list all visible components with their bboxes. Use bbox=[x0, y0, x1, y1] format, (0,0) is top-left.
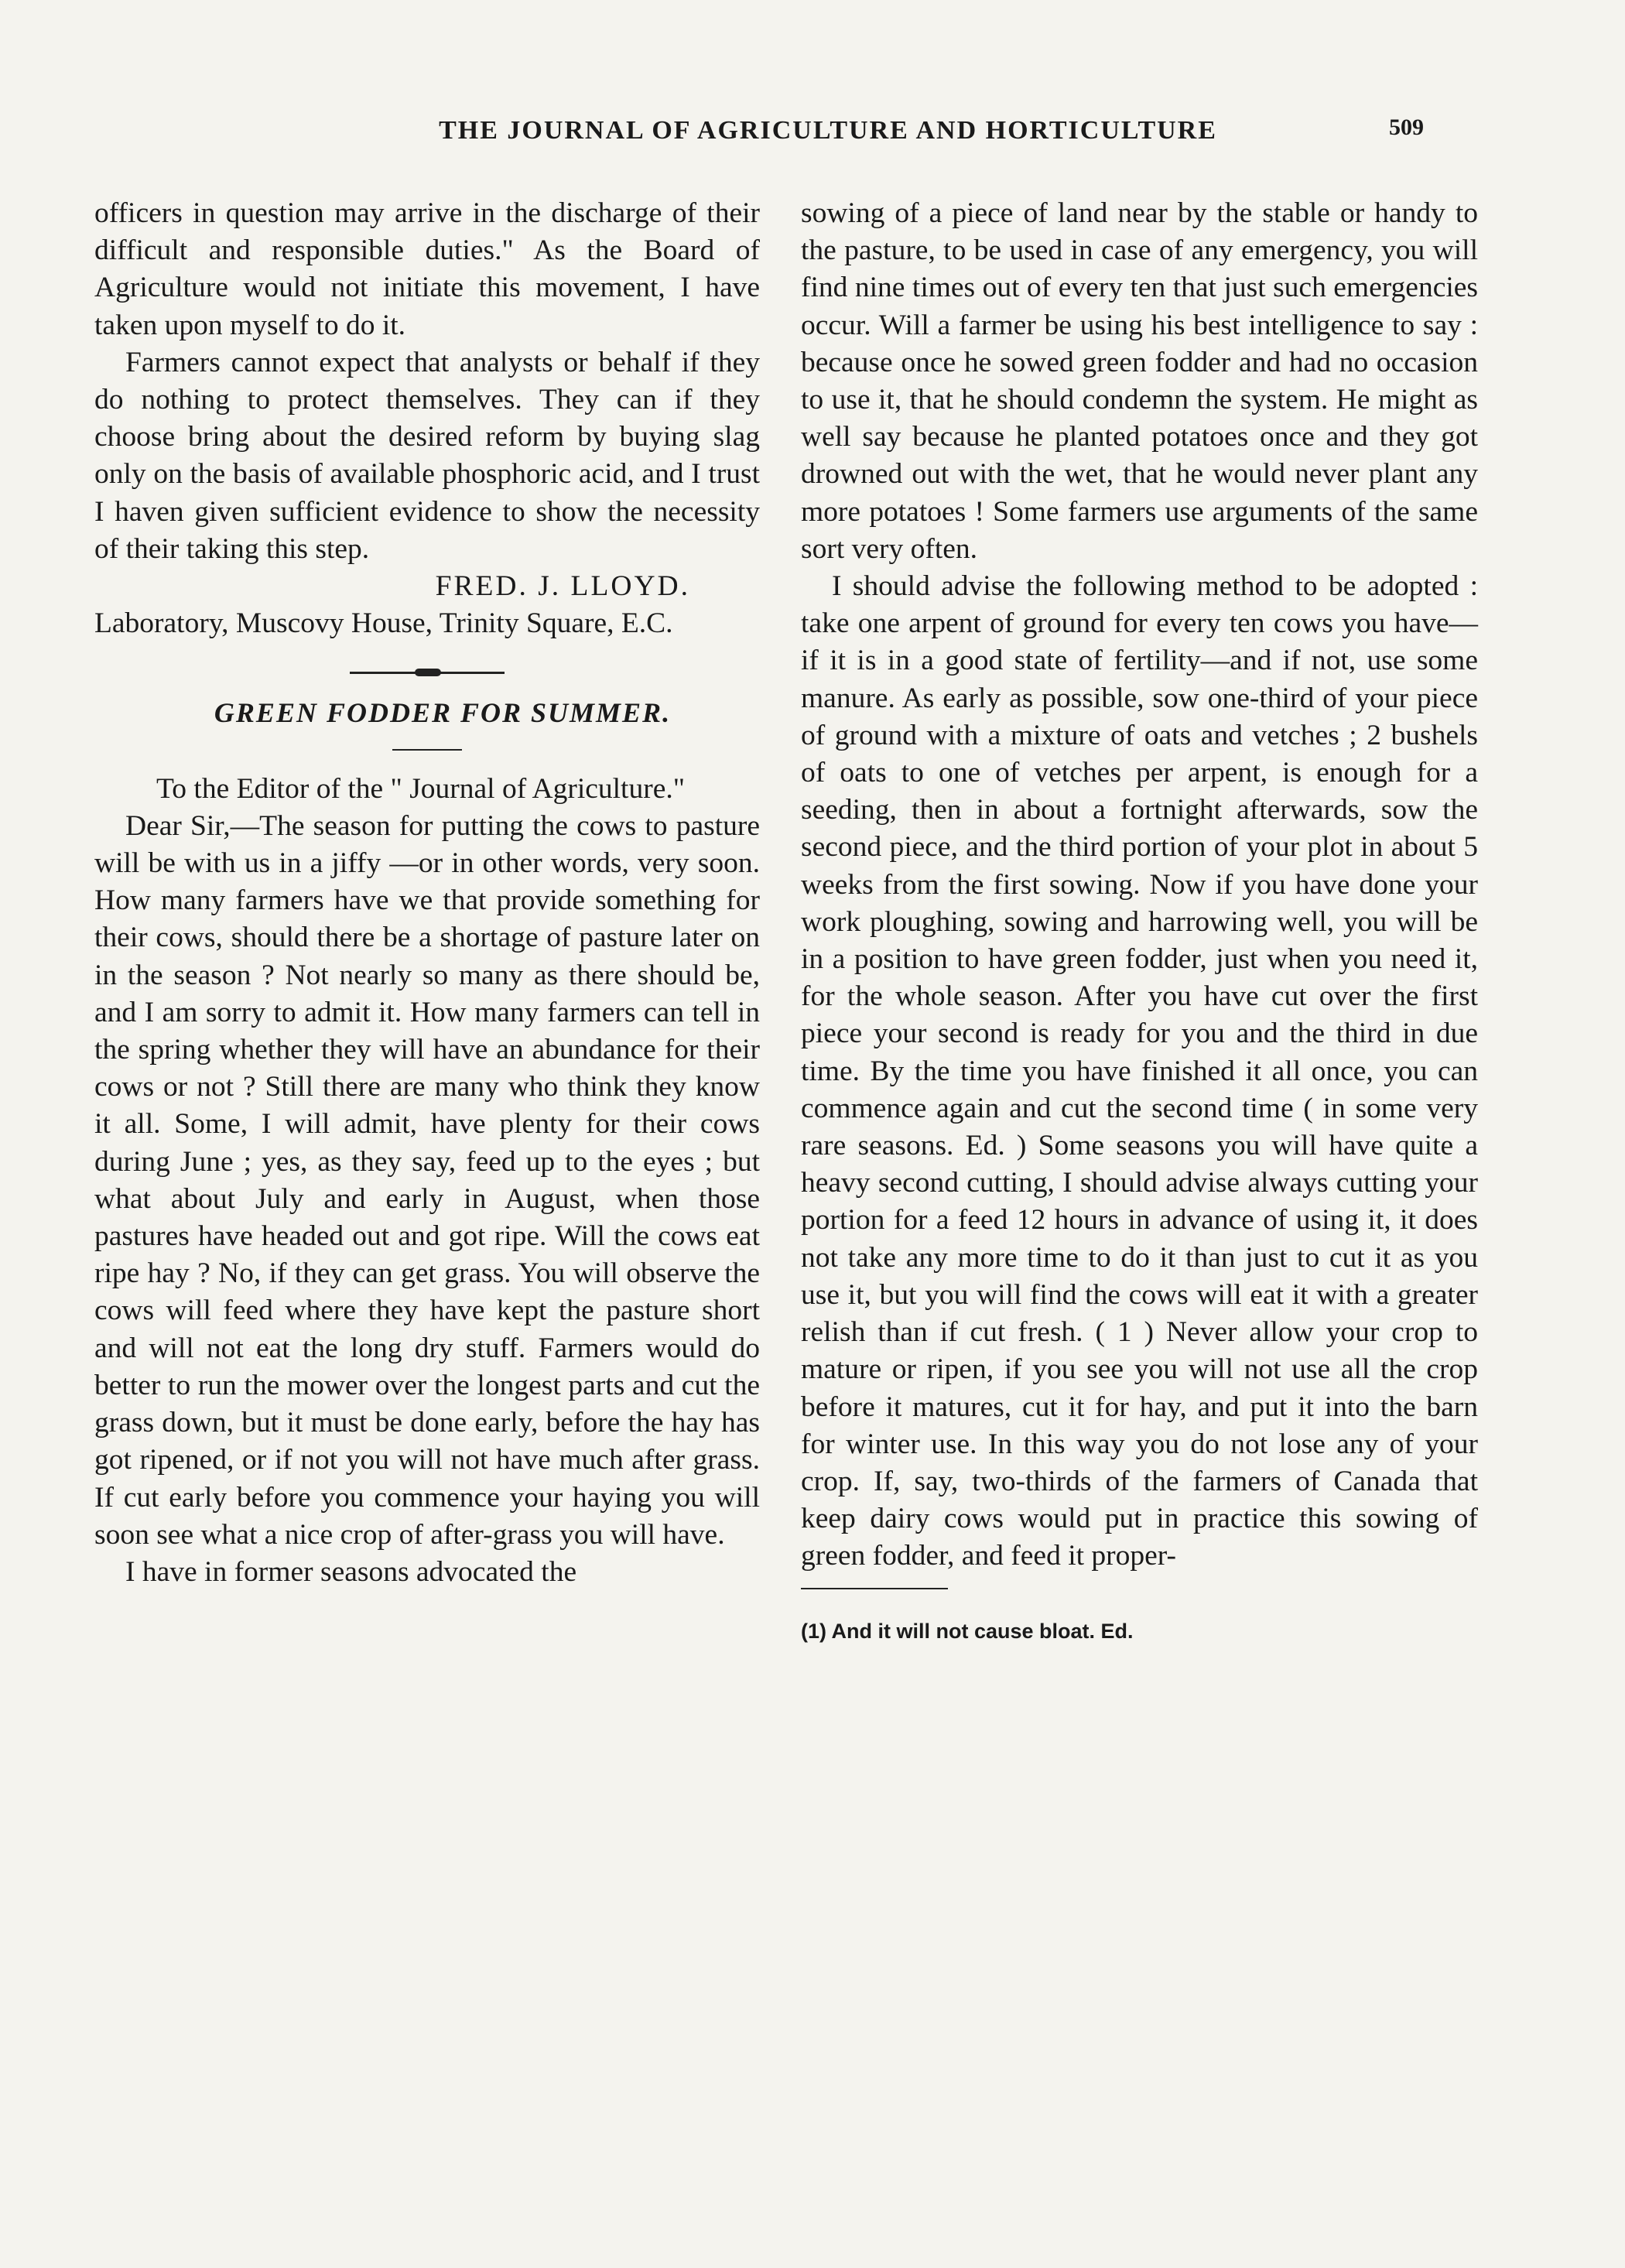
left-column bbox=[94, 195, 760, 1591]
page-number: 509 bbox=[1389, 115, 1424, 140]
paragraph-continuation: sowing of a piece of land near by the stable or handy to the pasture, to be used in case of any emergency, you will find nine times out of every ten that just such emergencies occur. Will a farmer be using his best intelligence to say : because once he sowed green fodder and had no occasion to use it, that he should condemn the system. He might as well say because he planted potatoes once and they got drowned out with the wet, that he would never plant any more potatoes ! Some farmers use arguments of the same sort very often. bbox=[801, 197, 1478, 565]
salutation: To the Editor of the " Journal of Agriculture." bbox=[156, 772, 686, 805]
right-column bbox=[801, 195, 1478, 1650]
paragraph: Farmers cannot expect that analysts or behalf if they do nothing to protect themselves. They can if they choose bring about the desired reform by buying slag only on the basis of available phosphoric acid, and I trust I haven given sufficient evidence to show the necessity of their taking this step. bbox=[94, 346, 760, 565]
author-signature: FRED. J. LLOYD. bbox=[435, 570, 690, 603]
paragraph: I should advise the following method to be adopted : take one arpent of ground for every ten cows you have—if it is in a good state of fertility—and if not, use some manure. As early as possible, sow one-third of your piece of ground with a mixture of oats and vetches ; 2 bushels of oats to one of vetches per arpent, is enough for a seeding, then in about a fortnight afterwards, sow the second piece, and the third portion of your plot in about 5 weeks from the first sowing. Now if you have done your work ploughing, sowing and harrowing well, you will be in a position to have green fodder, just when you need it, for the whole season. After you have cut over the first piece your second is ready for you and the third in due time. By the time you have finished it all once, you can commence again and cut the second time ( in some very rare seasons. Ed. ) Some seasons you will have quite a heavy second cutting, I should advise always cutting your portion for a feed 12 hours in advance of using it, it does not take any more time to do it than just to cut it as you use it, but you will find the cows will eat it with a greater relish than if cut fresh. ( 1 ) Never allow your crop to mature or ripen, if you see you will not use all the crop before it matures, cut it for hay, and put it into the barn for winter use. In this way you do not lose any of your crop. If, say, two-thirds of the farmers of Canada that keep dairy cows would put in practice this sowing of green fodder, and feed it proper- bbox=[801, 570, 1478, 1572]
paragraph-continuation: officers in question may arrive in the discharge of their difficult and responsible duties." As the Board of Agriculture would not initiate this movement, I have taken upon myself to do it. bbox=[94, 197, 760, 341]
running-header: THE JOURNAL OF AGRICULTURE AND HORTICULTURE bbox=[439, 116, 1217, 145]
section-divider bbox=[350, 672, 505, 674]
footnote-rule bbox=[801, 1588, 948, 1589]
author-address: Laboratory, Muscovy House, Trinity Square, E.C. bbox=[94, 607, 673, 640]
paragraph: Dear Sir,—The season for putting the cows to pasture will be with us in a jiffy —or in other words, very soon. How many farmers have we that provide something for their cows, should there be a shortage of pasture later on in the season ? Not nearly so many as there should be, and I am sorry to admit it. How many farmers can tell in the spring whether they will have an abundance for their cows or not ? Still there are many who think they know it all. Some, I will admit, have plenty for their cows during June ; yes, as they say, feed up to the eyes ; but what about July and early in August, when those pastures have headed out and got ripe. Will the cows eat ripe hay ? No, if they can get grass. You will observe the cows will feed where they have kept the pasture short and will not eat the long dry stuff. Farmers would do better to run the mower over the longest parts and cut the grass down, but it must be done early, before the hay has got ripened, or if not you will not have much after grass. If cut early before you commence your haying you will soon see what a nice crop of after-grass you will have. bbox=[94, 809, 760, 1551]
footnote: (1) And it will not cause bloat. Ed. bbox=[801, 1619, 1134, 1643]
title-rule bbox=[392, 749, 462, 751]
paragraph: I have in former seasons advocated the bbox=[125, 1555, 577, 1588]
article-title: GREEN FODDER FOR SUMMER. bbox=[214, 697, 672, 729]
